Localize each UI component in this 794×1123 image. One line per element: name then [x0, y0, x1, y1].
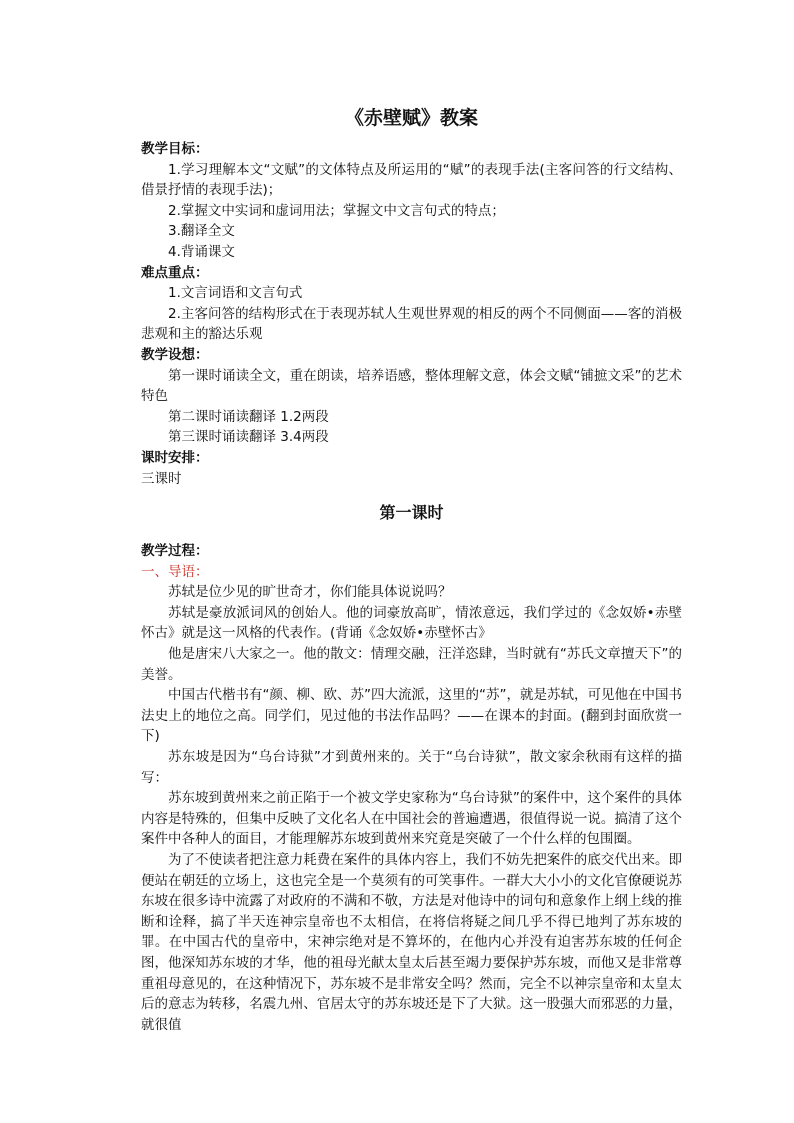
goal-item-2: 2.掌握文中实词和虚词用法；掌握文中文言句式的特点；	[168, 202, 505, 219]
lesson-paragraph: 他是唐宋八大家之一。他的散文：情理交融，汪洋恣肆，当时就有“苏氏文章擅天下”的美誉。	[141, 646, 682, 683]
intro-label: 一、导语：	[141, 563, 209, 580]
lesson-paragraph: 中国古代楷书有“颜、柳、欧、苏”四大流派，这里的“苏”，就是苏轼，可见他在中国书法史上的地位之高。同学们，见过他的书法作品吗？——在课本的封面。(翻到封面欣赏一下)	[141, 687, 682, 745]
teaching-goals-section	[141, 139, 682, 263]
schedule-value: 三课时	[141, 470, 182, 487]
lesson-paragraph: 苏轼是位少见的旷世奇才，你们能具体说说吗？	[168, 584, 452, 601]
design-item-3: 第三课时诵读翻译 3.4两段	[168, 429, 329, 446]
goal-item-1: 1.学习理解本文“文赋”的文体特点及所运用的“赋”的表现手法(主客问答的行文结构、借景抒情的表现手法)；	[141, 161, 682, 199]
keypoint-item-1: 1.文言词语和文言句式	[168, 285, 303, 302]
teaching-design-heading: 教学设想：	[141, 346, 209, 363]
lesson-paragraph: 苏轼是豪放派词风的创始人。他的词豪放高旷，情浓意远，我们学过的《念奴娇•赤壁怀古》就是这一风格的代表作。(背诵《念奴娇•赤壁怀古》	[141, 604, 682, 642]
quoted-paragraph: 苏东坡到黄州来之前正陷于一个被文学史家称为“乌台诗狱”的案件中，这个案件的具体内容是特殊的，但集中反映了文化名人在中国社会的普遍遭遇，很值得说一说。搞清了这个案件中各种人的面目，才能理解苏东坡到黄州来究竟是突破了一个什么样的包围圈。	[141, 790, 682, 848]
schedule-section	[141, 448, 682, 489]
lesson-paragraph: 苏东坡是因为“乌台诗狱”才到黄州来的。关于“乌台诗狱”，散文家余秋雨有这样的描写：	[141, 749, 682, 786]
key-difficulties-section	[141, 263, 682, 345]
schedule-heading: 课时安排：	[141, 449, 209, 466]
key-difficulties-heading: 难点重点：	[141, 264, 209, 281]
lesson-1-title: 第一课时	[379, 503, 444, 523]
document-page	[141, 100, 682, 1035]
quoted-paragraph: 为了不使读者把注意力耗费在案件的具体内容上，我们不妨先把案件的底交代出来。即便站在朝廷的立场上，这也完全是一个莫须有的可笑事件。一群大大小小的文化官僚硬说苏东坡在很多诗中流露了对政府的不满和不敬，方法是对他诗中的词句和意象作上纲上线的推断和诠释，搞了半天连神宗皇帝也不太相信，在将信将疑之间几乎不得已地判了苏东坡的罪。在中国古代的皇帝中，宋神宗绝对是不算坏的，在他内心并没有迫害苏东坡的任何企图，他深知苏东坡的才华，他的祖母光献太皇太后甚至竭力要保护苏东坡，而他又是非常尊重祖母意见的，在这种情况下，苏东坡不是非常安全吗？然而，完全不以神宗皇帝和太皇太后的意志为转移，名震九州、官居太守的苏东坡还是下了大狱。这一股强大而邪恶的力量，就很值	[141, 852, 682, 1033]
teaching-design-section	[141, 345, 682, 448]
process-heading: 教学过程：	[141, 543, 209, 560]
lesson-1-process	[141, 541, 682, 1035]
keypoint-item-2: 2.主客问答的结构形式在于表现苏轼人生观世界观的相反的两个不同侧面——客的消极悲观和主的豁达乐观	[141, 305, 682, 343]
design-item-2: 第二课时诵读翻译 1.2两段	[168, 408, 329, 425]
document-title: 《赤壁赋》教案	[344, 107, 478, 129]
design-item-1: 第一课时诵读全文，重在朗读，培养语感，整体理解文意，体会文赋“铺摭文采”的艺术特色	[141, 367, 682, 405]
goal-item-4: 4.背诵课文	[168, 243, 235, 260]
teaching-goals-heading: 教学目标：	[141, 141, 209, 157]
goal-item-3: 3.翻译全文	[168, 223, 235, 240]
